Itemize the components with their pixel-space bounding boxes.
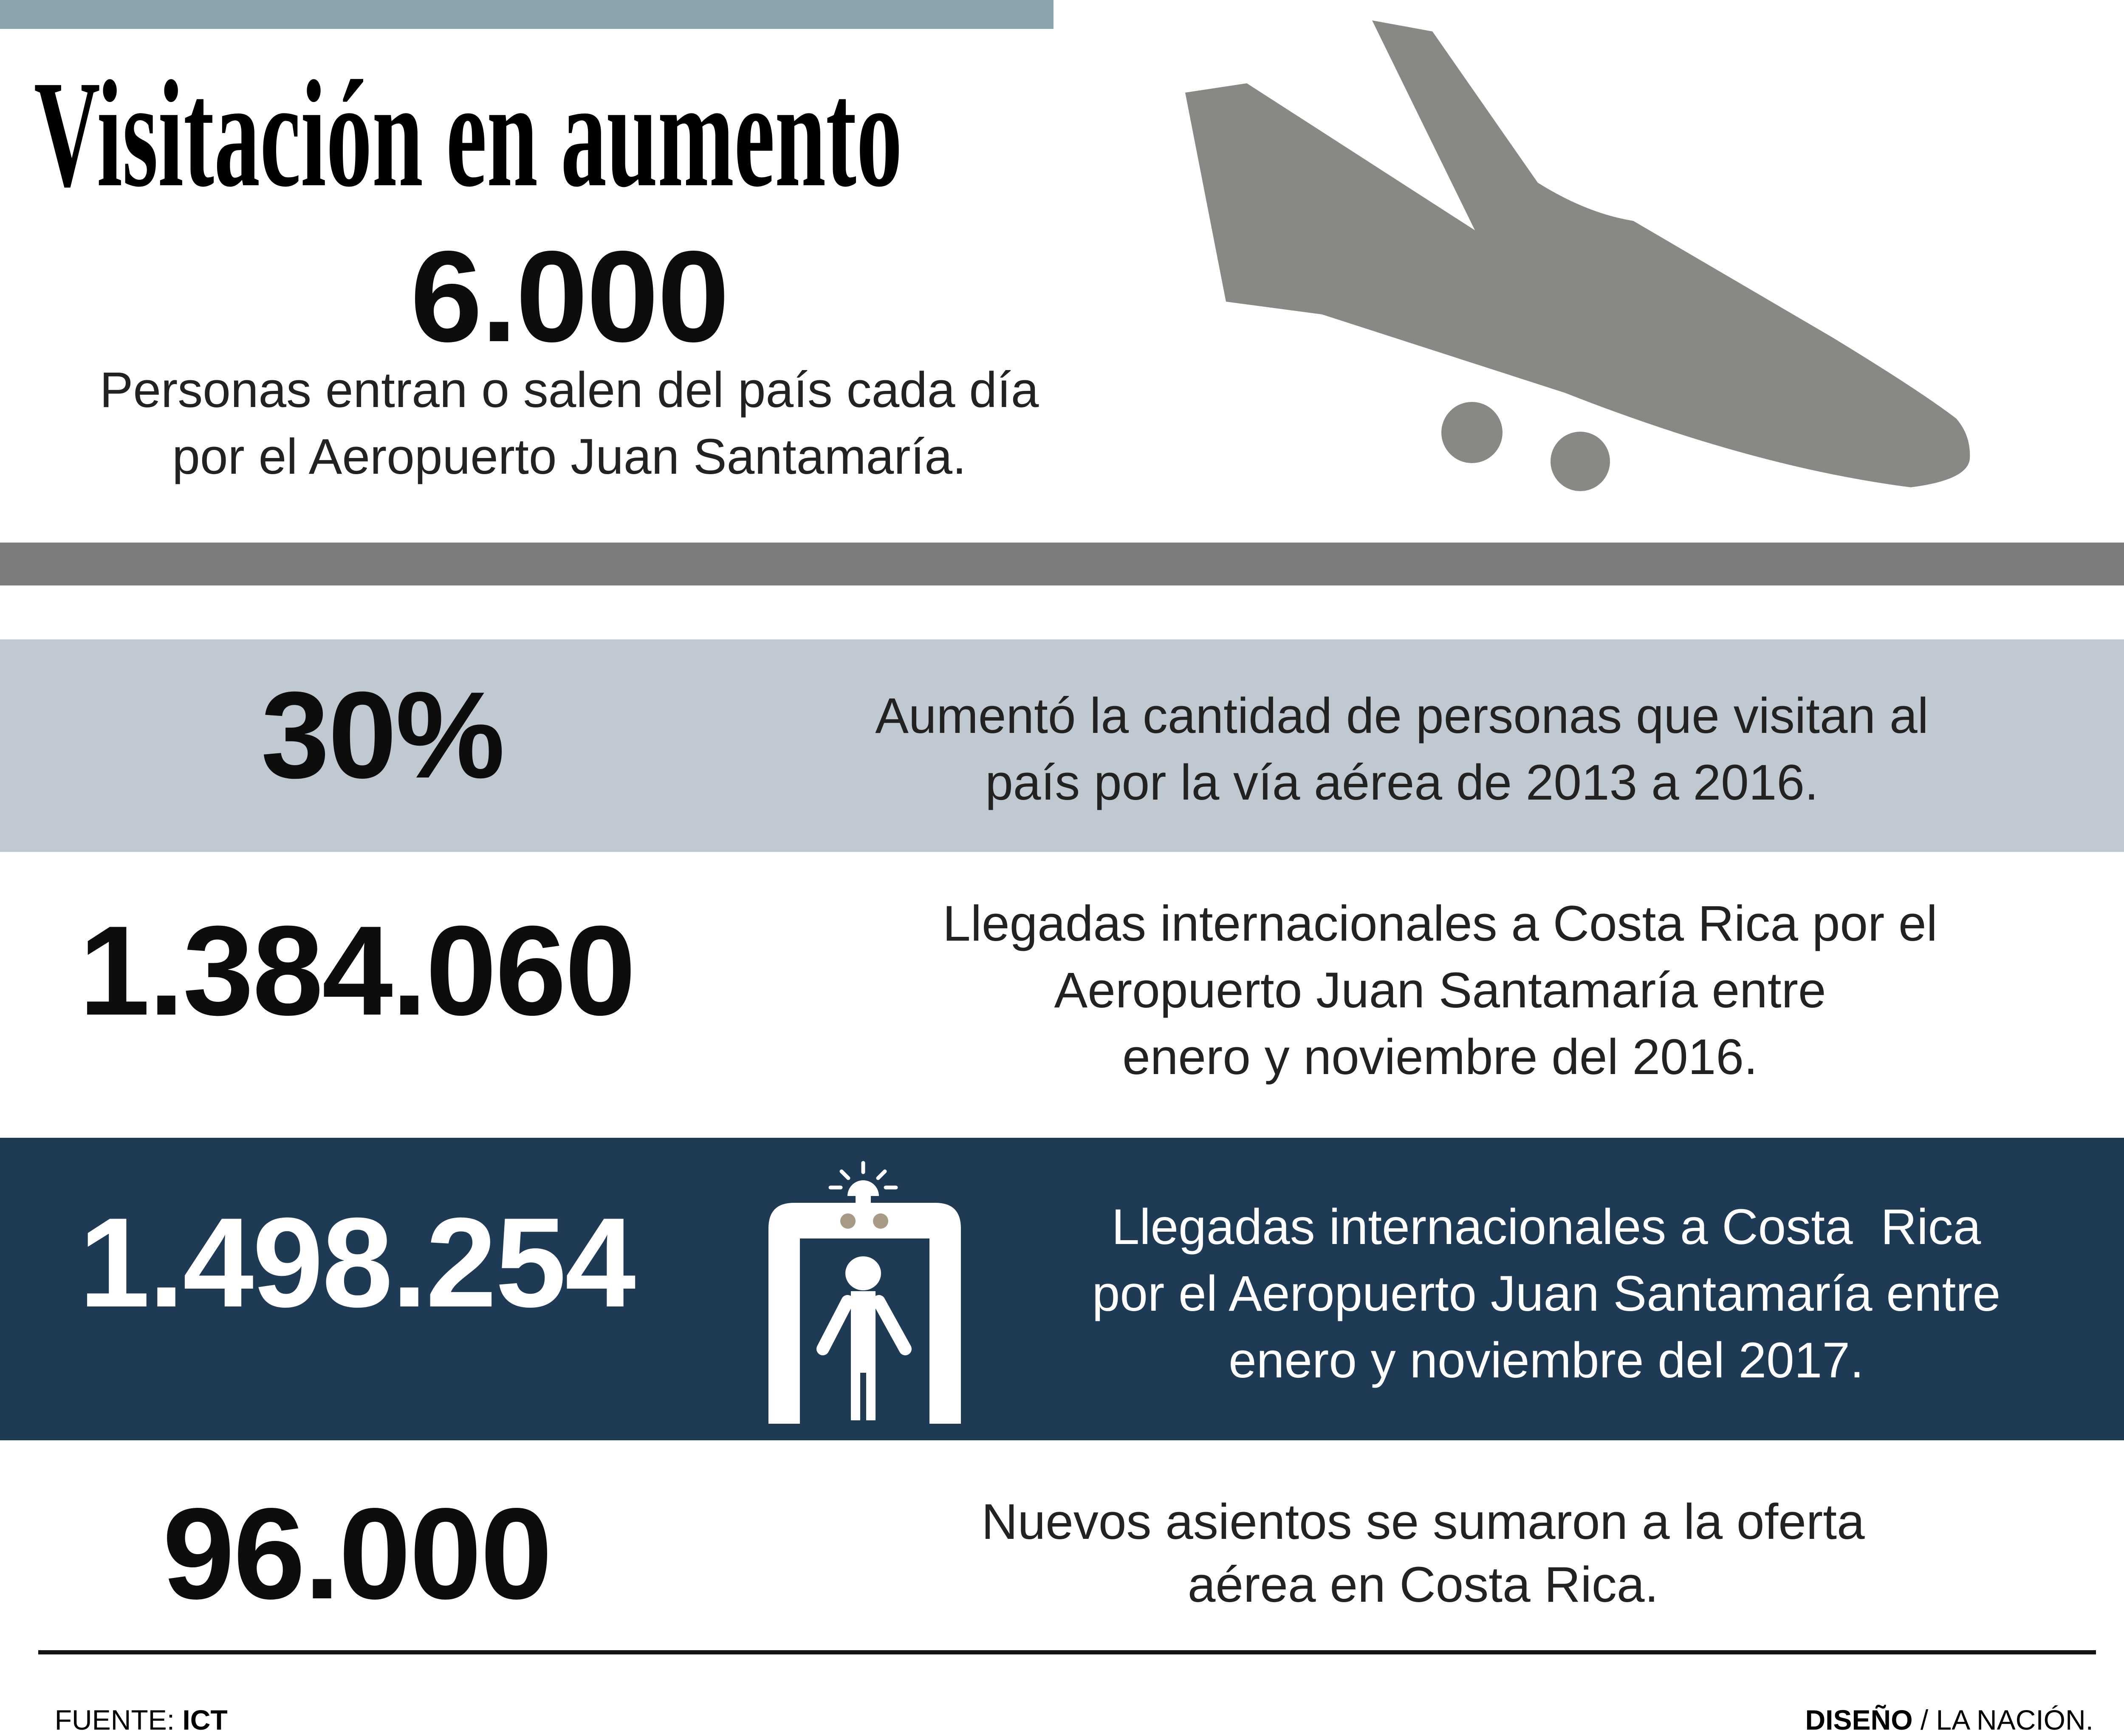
sensor-dot: [840, 1213, 856, 1229]
security-scanner-icon: [768, 1160, 961, 1426]
stat-text-line: enero y noviembre del 2016.: [1122, 1029, 1758, 1085]
stat-text-1384060: [867, 891, 2014, 1091]
stat-text-line: país por la vía aérea de 2013 a 2016.: [985, 755, 1819, 811]
person-head: [845, 1256, 881, 1290]
footer-credit: [1790, 1671, 2093, 1736]
hero-stat-value: 6.000: [410, 224, 729, 369]
source-label: FUENTE:: [54, 1704, 183, 1736]
stat-value-1498254: 1.498.254: [79, 1191, 635, 1334]
stat-text-30-percent: [775, 683, 2028, 816]
design-label: DISEÑO: [1805, 1704, 1913, 1736]
stat-value-30-percent: 30%: [261, 666, 504, 804]
stat-text-line: aérea en Costa Rica.: [1187, 1557, 1659, 1613]
footer-rule: [38, 1650, 2096, 1654]
stat-text-1498254: [1015, 1194, 2077, 1394]
stat-text-line: Aumentó la cantidad de personas que visitan al: [875, 688, 1929, 744]
stat-text-line: Nuevos asientos se sumaron a la oferta: [981, 1494, 1865, 1550]
airplane-landing-icon: [1181, 13, 1971, 506]
stat-text-96000: [828, 1490, 2018, 1616]
hero-stat-description: [25, 357, 1113, 490]
sensor-dot: [873, 1213, 888, 1229]
hero-desc-line-2: por el Aeropuerto Juan Santamaría.: [172, 429, 966, 485]
top-accent-bar: [0, 0, 1054, 29]
footer-source: [39, 1671, 228, 1736]
hero-desc-line-1: Personas entran o salen del país cada día: [99, 362, 1039, 418]
design-value: / LA NACIÓN.: [1912, 1704, 2093, 1736]
divider-bar: [0, 543, 2124, 585]
stat-text-line: Aeropuerto Juan Santamaría entre: [1054, 962, 1826, 1018]
stat-text-line: enero y noviembre del 2017.: [1229, 1332, 1864, 1388]
stat-text-line: por el Aeropuerto Juan Santamaría entre: [1092, 1266, 2001, 1322]
page-title: Visitación en aumento: [34, 49, 902, 218]
alarm-neck: [856, 1194, 871, 1204]
stat-value-1384060: 1.384.060: [79, 899, 635, 1042]
source-value: ICT: [182, 1704, 228, 1736]
stat-text-line: Llegadas internacionales a Costa Rica: [1111, 1199, 1981, 1255]
alarm-dome: [847, 1180, 879, 1196]
person-body: [851, 1291, 876, 1420]
stat-text-line: Llegadas internacionales a Costa Rica por el: [943, 896, 1938, 952]
stat-value-96000: 96.000: [162, 1481, 551, 1626]
